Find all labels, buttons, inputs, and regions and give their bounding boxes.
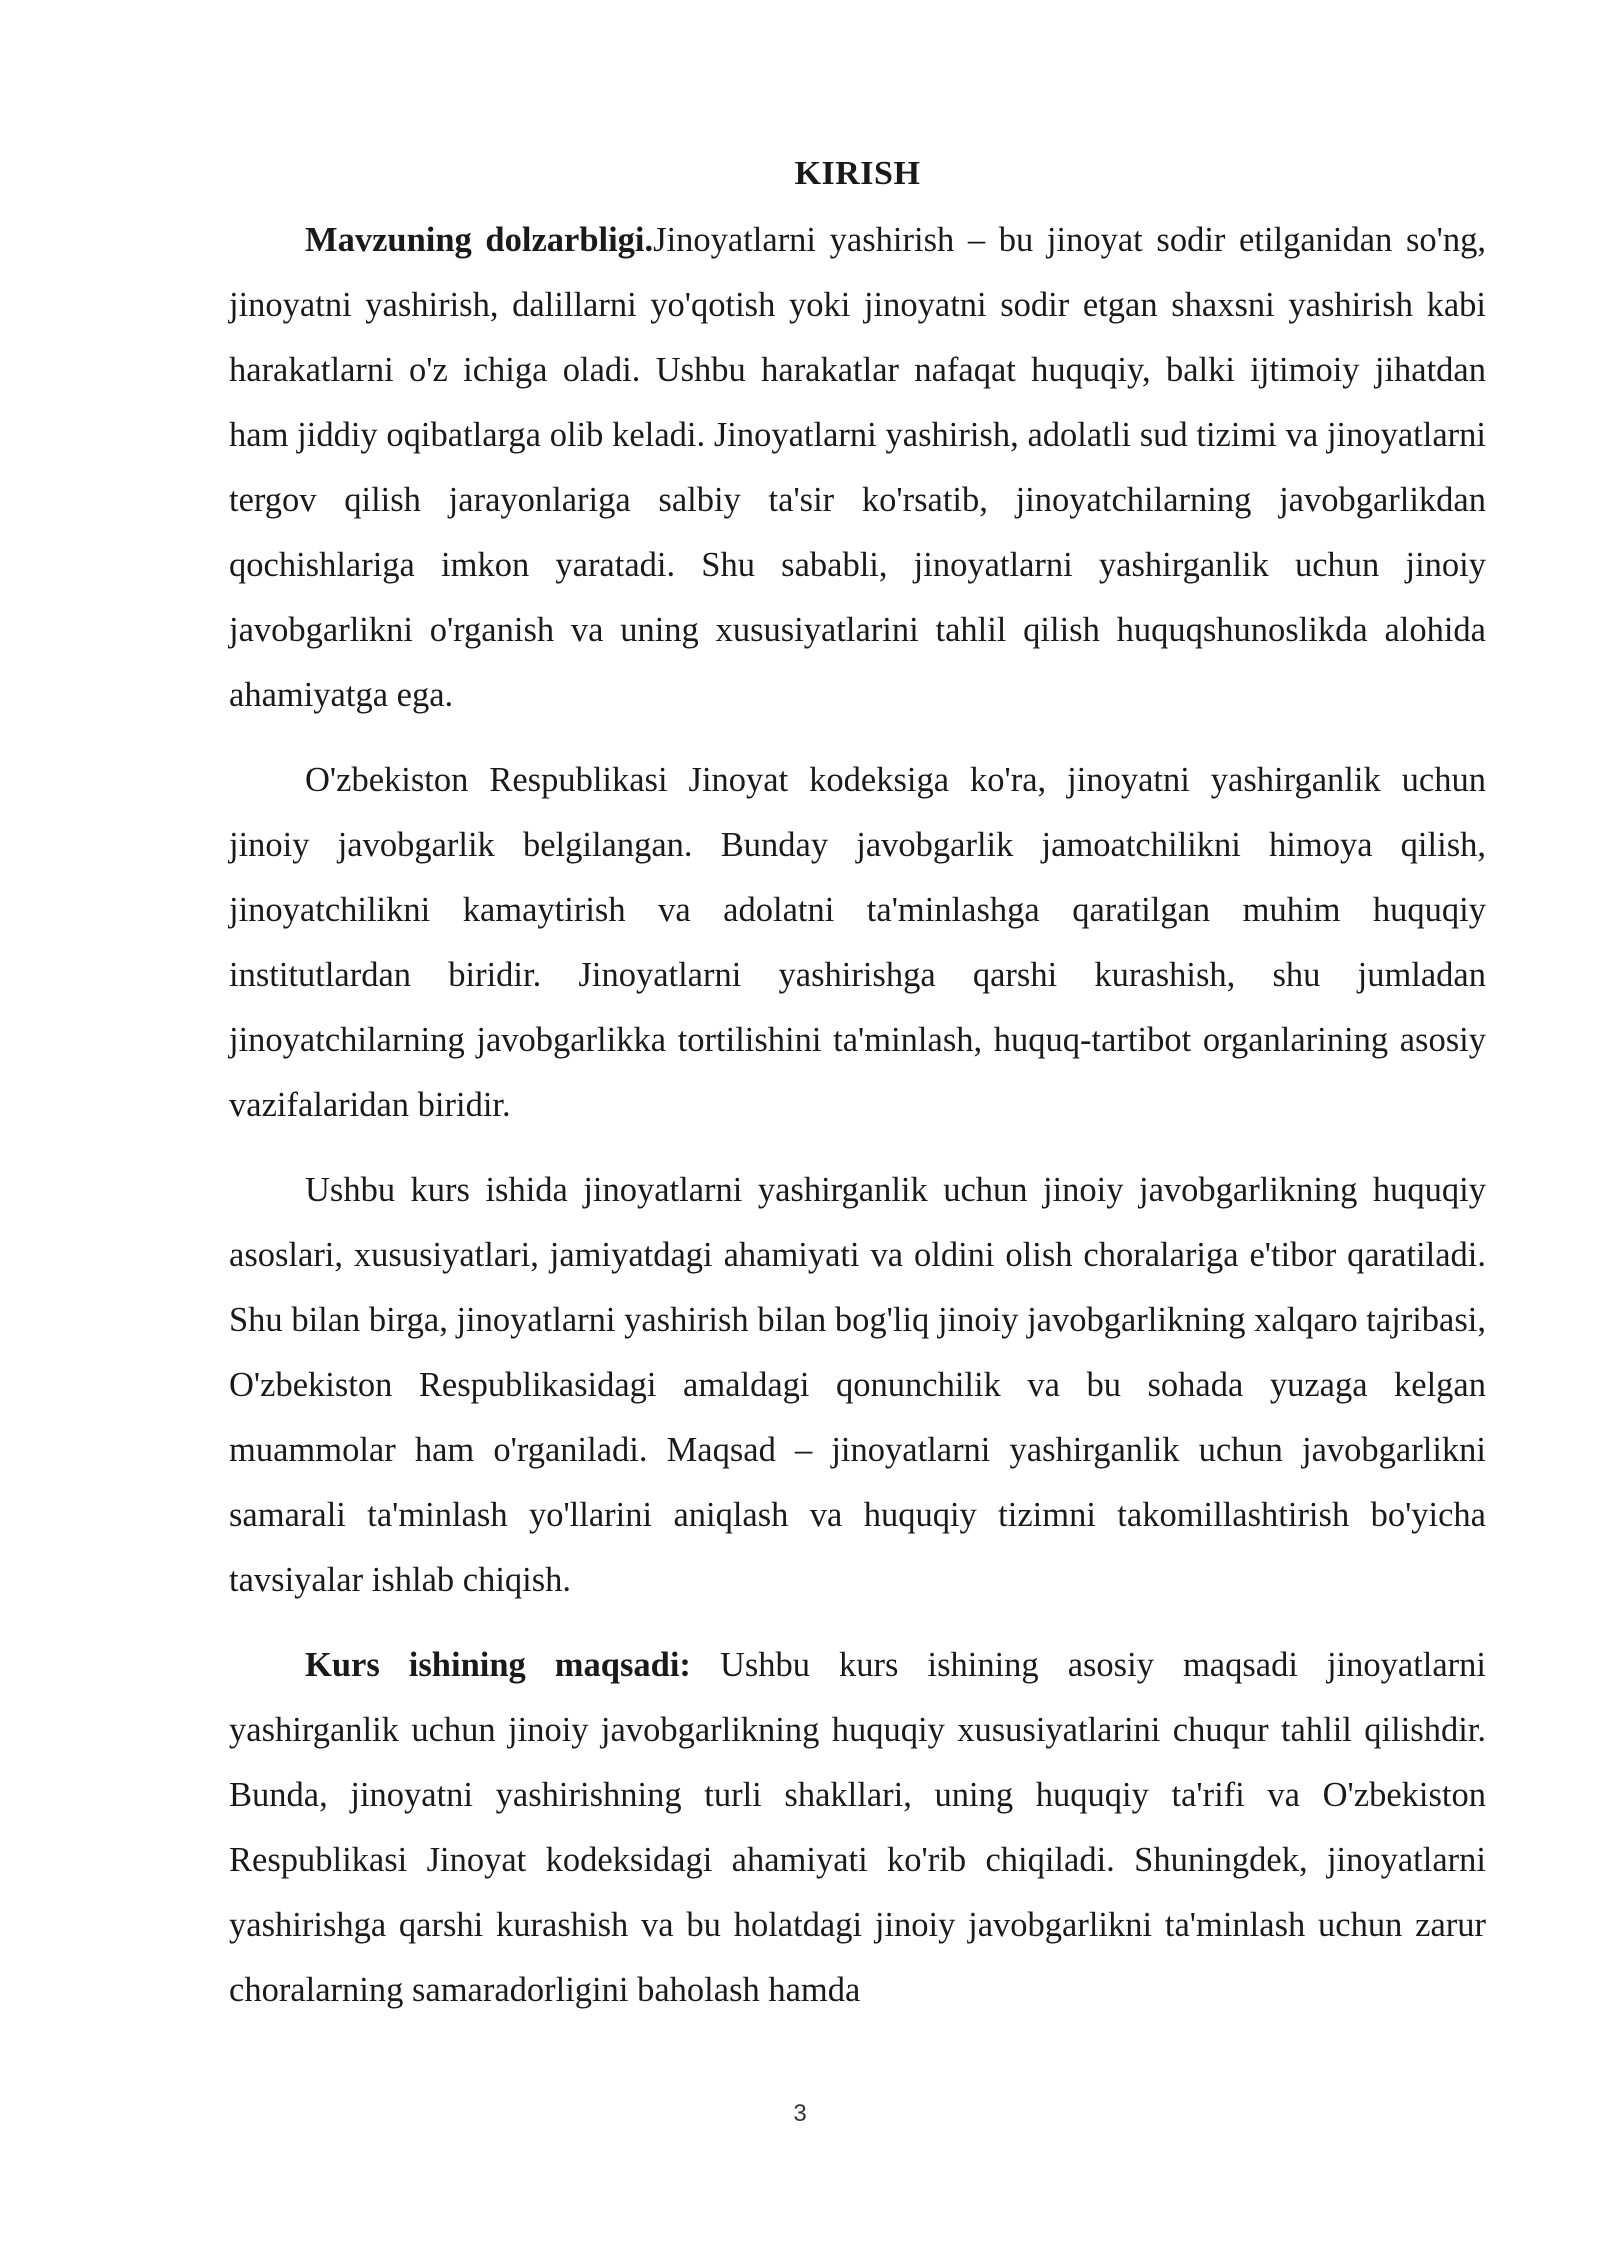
paragraph-relevance — [229, 208, 1486, 728]
paragraph-text-criminal-code: O'zbekiston Respublikasi Jinoyat kodeksiga ko'ra, jinoyatni yashirganlik uchun jinoiy javobgarlik belgilangan. Bunday javobgarlik jamoatchilikni himoya qilish, jinoyatchilikni kamaytirish va adolatni ta'minlashga qaratilgan muhim huquqiy institutlardan biridir. Jinoyatlarni yashirishga qarshi kurashish, shu jumladan jinoyatchilarning javobgarlikka tortilishini ta'minlash, huquq-tartibot organlarining asosiy vazifalaridan biridir. — [229, 761, 1486, 1124]
page-number: 3 — [793, 2100, 807, 2127]
paragraph-course-scope — [229, 1158, 1486, 1613]
paragraph-lead-relevance: Mavzuning dolzarbligi. — [305, 221, 654, 259]
paragraph-course-goal — [229, 1633, 1486, 2023]
page-title: KIRISH — [794, 155, 921, 192]
paragraph-criminal-code — [229, 748, 1486, 1138]
paragraph-text-course-goal: Ushbu kurs ishining asosiy maqsadi jinoyatlarni yashirganlik uchun jinoiy javobgarlikning huquqiy xususiyatlarini chuqur tahlil qilishdir. Bunda, jinoyatni yashirishning turli shakllari, uning huquqiy ta'rifi va O'zbekiston Respublikasi Jinoyat kodeksidagi ahamiyati ko'rib chiqiladi. Shuningdek, jinoyatlarni yashirishga qarshi kurashish va bu holatdagi jinoiy javobgarlikni ta'minlash uchun zarur choralarning samaradorligini baholash hamda — [229, 1646, 1487, 2009]
paragraph-text-relevance: Jinoyatlarni yashirish – bu jinoyat sodir etilganidan so'ng, jinoyatni yashirish, dalillarni yo'qotish yoki jinoyatni sodir etgan shaxsni yashirish kabi harakatlarni o'z ichiga oladi. Ushbu harakatlar nafaqat huquqiy, balki ijtimoiy jihatdan ham jiddiy oqibatlarga olib keladi. Jinoyatlarni yashirish, adolatli sud tizimi va jinoyatlarni tergov qilish jarayonlariga salbiy ta'sir ko'rsatib, jinoyatchilarning javobgarlikdan qochishlariga imkon yaratadi. Shu sababli, jinoyatlarni yashirganlik uchun jinoiy javobgarlikni o'rganish va uning xususiyatlarini tahlil qilish huquqshunoslikda alohida ahamiyatga ega. — [229, 221, 1486, 714]
paragraph-text-course-scope: Ushbu kurs ishida jinoyatlarni yashirganlik uchun jinoiy javobgarlikning huquqiy asoslari, xususiyatlari, jamiyatdagi ahamiyati va oldini olish choralariga e'tibor qaratiladi. Shu bilan birga, jinoyatlarni yashirish bilan bog'liq jinoiy javobgarlikning xalqaro tajribasi, O'zbekiston Respublikasidagi amaldagi qonunchilik va bu sohada yuzaga kelgan muammolar ham o'rganiladi. Maqsad – jinoyatlarni yashirganlik uchun javobgarlikni samarali ta'minlash yo'llarini aniqlash va huquqiy tizimni takomillashtirish bo'yicha tavsiyalar ishlab chiqish. — [229, 1171, 1486, 1599]
page-content — [229, 140, 1486, 2043]
paragraph-lead-course-goal: Kurs ishining maqsadi: — [305, 1646, 691, 1684]
